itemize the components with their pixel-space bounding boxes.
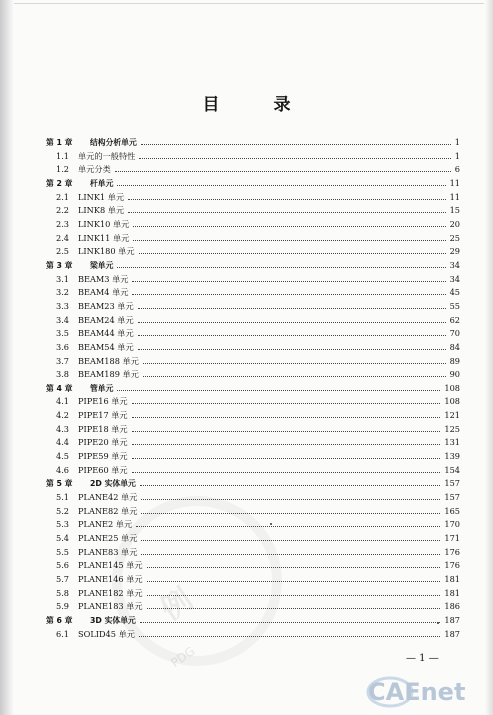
toc-entry-title: BEAM44 单元 [78, 328, 134, 339]
page-top-edge [14, 3, 484, 4]
toc-entry-number: 5.9 [56, 601, 70, 612]
toc-page-number: 157 [444, 492, 460, 503]
toc-page-number: 20 [449, 218, 460, 229]
toc-leader-dots [141, 513, 440, 514]
toc-entry-number: 4.6 [56, 464, 70, 475]
toc-entry-number: 4.5 [56, 451, 70, 462]
toc-page-number: 11 [449, 191, 460, 202]
toc-entry-title: PLANE25 单元 [78, 533, 138, 544]
toc-page-number: 121 [444, 410, 460, 421]
toc-entry-number: 5.3 [56, 519, 70, 530]
toc-leader-dots [133, 226, 446, 227]
toc-entry-title: PIPE16 单元 [78, 396, 128, 407]
toc-entry-title: PIPE17 单元 [78, 410, 128, 421]
toc-section-row [46, 559, 460, 573]
toc-page-number: 55 [449, 300, 460, 311]
toc-entry-title: PIPE18 单元 [78, 423, 128, 434]
toc-entry-title: 3D 实体单元 [90, 615, 136, 625]
toc-page-number: 157 [444, 478, 460, 489]
toc-page-number: 181 [444, 574, 460, 584]
toc-section-row [46, 232, 460, 246]
toc-leader-dots [147, 595, 440, 596]
toc-entry-title: PLANE42 单元 [78, 492, 138, 503]
toc-section-row [46, 355, 460, 369]
toc-entry-number: 5.8 [56, 587, 70, 598]
toc-leader-dots [141, 144, 451, 145]
toc-page-number: 108 [444, 382, 460, 393]
toc-leader-dots [143, 363, 446, 364]
toc-entry-number: 5.4 [56, 533, 70, 544]
toc-leader-dots [139, 158, 451, 159]
toc-section-row [46, 628, 460, 642]
toc-chapter-row [46, 136, 460, 150]
toc-entry-number: 3.5 [56, 328, 70, 339]
toc-entry-title: PLANE182 单元 [78, 587, 143, 598]
toc-page-number: 176 [444, 546, 460, 557]
toc-section-row [46, 450, 460, 464]
toc-leader-dots [147, 581, 440, 582]
toc-leader-dots [132, 431, 440, 432]
toc-section-row [46, 341, 460, 355]
toc-page-number: 176 [444, 560, 460, 571]
toc-entry-number: 4.4 [56, 437, 70, 448]
toc-section-row [46, 191, 460, 205]
toc-entry-number: 5.2 [56, 505, 70, 516]
page-number: — 1 — [406, 653, 439, 664]
toc-entry-number: 2.5 [56, 246, 70, 257]
toc-entry-title: PIPE59 单元 [78, 451, 128, 462]
caenet-logo-icon [360, 666, 490, 712]
toc-entry-number: 2.4 [56, 232, 70, 243]
toc-page-number: 171 [444, 533, 460, 544]
toc-entry-number: 第 1 章 [46, 138, 73, 147]
toc-page-number: 62 [449, 314, 460, 325]
toc-section-row [46, 163, 460, 177]
toc-section-row [46, 245, 460, 259]
toc-leader-dots [138, 308, 446, 309]
page-title: 目 录 [202, 95, 315, 115]
toc-entry-title: LINK10 单元 [78, 218, 130, 229]
toc-entry-title: 单元的一般特性 [78, 150, 136, 161]
toc-entry-number: 3.2 [56, 287, 70, 298]
toc-leader-dots [143, 376, 446, 377]
toc-leader-dots [132, 403, 440, 404]
toc-entry-number: 6.1 [56, 628, 70, 639]
toc-entry-title: PLANE183 单元 [78, 601, 143, 612]
toc-section-row [46, 532, 460, 546]
toc-section-row [46, 573, 460, 587]
toc-page-number: 131 [444, 437, 460, 448]
toc-section-row [46, 150, 460, 164]
watermark-text: PDG [168, 643, 198, 671]
toc-leader-dots [141, 554, 440, 555]
toc-page-number: 11 [449, 177, 460, 188]
toc-entry-title: PLANE82 单元 [78, 505, 138, 516]
toc-entry-number: 5.7 [56, 574, 70, 584]
toc-page-number: 15 [449, 205, 460, 216]
toc-leader-dots [128, 199, 446, 200]
toc-entry-number: 3.6 [56, 341, 70, 352]
toc-leader-dots [147, 608, 440, 609]
toc-entry-number: 3.7 [56, 355, 70, 366]
toc-section-row [46, 587, 460, 601]
toc-entry-number: 5.1 [56, 492, 70, 503]
toc-entry-title: PLANE145 单元 [78, 560, 143, 571]
toc-page-number: 187 [444, 628, 460, 639]
toc-page-number: 108 [444, 396, 460, 407]
toc-entry-number: 2.2 [56, 205, 70, 216]
toc-page-number: 84 [449, 341, 460, 352]
toc-section-row [46, 395, 460, 409]
toc-entry-number: 4.2 [56, 410, 70, 421]
toc-entry-number: 4.3 [56, 423, 70, 434]
toc-entry-title: LINK8 单元 [78, 205, 125, 216]
toc-section-row [46, 218, 460, 232]
toc-leader-dots [136, 526, 440, 527]
toc-entry-title: BEAM54 单元 [78, 341, 134, 352]
toc-leader-dots [138, 349, 446, 350]
toc-page-number: 165 [444, 505, 460, 516]
toc-entry-number: 3.3 [56, 300, 70, 311]
svg-text:CAEnet: CAEnet [368, 678, 466, 706]
toc-page-number: 25 [449, 232, 460, 243]
toc-entry-title: PLANE83 单元 [78, 546, 138, 557]
toc-page-number: 90 [449, 369, 460, 380]
toc-leader-dots [141, 499, 440, 500]
toc-leader-dots [132, 472, 440, 473]
toc-entry-title: 杆单元 [90, 178, 114, 188]
toc-page-number: 154 [444, 464, 460, 475]
toc-entry-number: 第 6 章 [46, 615, 73, 625]
toc-entry-number: 第 3 章 [46, 260, 73, 270]
toc-page-number: 70 [449, 328, 460, 339]
toc-chapter-row [46, 177, 460, 191]
toc-leader-dots [140, 485, 440, 486]
scan-speck [437, 622, 439, 624]
toc-entry-title: BEAM23 单元 [78, 300, 134, 311]
toc-entry-title: LINK1 单元 [78, 191, 125, 202]
toc-entry-number: 3.1 [56, 273, 70, 284]
toc-leader-dots [133, 240, 446, 241]
toc-leader-dots [117, 185, 446, 186]
toc-chapter-row [46, 382, 460, 396]
toc-section-row [46, 464, 460, 478]
toc-section-row [46, 436, 460, 450]
toc-leader-dots [132, 444, 440, 445]
toc-entry-title: 2D 实体单元 [90, 479, 136, 489]
watermark-mark: 例 [154, 581, 200, 628]
toc-section-row [46, 518, 460, 532]
toc-entry-title: 结构分析单元 [90, 138, 137, 147]
toc-leader-dots [117, 390, 440, 391]
toc-page-number: 139 [444, 451, 460, 462]
toc-page-number: 125 [444, 423, 460, 434]
toc-entry-title: LINK180 单元 [78, 246, 135, 257]
scan-speck [270, 523, 272, 525]
toc-chapter-row [46, 614, 460, 628]
toc-entry-number: 5.5 [56, 546, 70, 557]
toc-entry-number: 1.2 [56, 164, 70, 175]
toc-section-row [46, 505, 460, 519]
toc-section-row [46, 286, 460, 300]
toc-leader-dots [132, 458, 440, 459]
toc-entry-title: PLANE146 单元 [78, 574, 143, 584]
toc-entry-title: PIPE20 单元 [78, 437, 128, 448]
toc-leader-dots [139, 636, 440, 637]
toc-entry-title: BEAM189 单元 [78, 369, 139, 380]
toc-page-number: 1 [454, 150, 460, 161]
toc-entry-number: 第 4 章 [46, 383, 73, 393]
toc-entry-number: 3.8 [56, 369, 70, 380]
toc-entry-title: BEAM188 单元 [78, 355, 139, 366]
toc-section-row [46, 300, 460, 314]
toc-section-row [46, 546, 460, 560]
toc-page-number: 1 [454, 137, 460, 147]
toc-leader-dots [132, 417, 440, 418]
toc-leader-dots [139, 253, 446, 254]
toc-page-number: 34 [449, 259, 460, 270]
toc-section-row [46, 409, 460, 423]
toc-page-number: 170 [444, 519, 460, 530]
toc-leader-dots [140, 622, 440, 623]
toc-page-number: 181 [444, 587, 460, 598]
toc-entry-title: 单元分类 [78, 164, 111, 175]
toc-entry-number: 5.6 [56, 560, 70, 571]
toc-chapter-row [46, 259, 460, 273]
toc-entry-title: 管单元 [90, 383, 114, 393]
toc-entry-title: LINK11 单元 [78, 232, 130, 243]
toc-section-row [46, 423, 460, 437]
toc-section-row [46, 600, 460, 614]
toc-leader-dots [132, 281, 446, 282]
table-of-contents [46, 136, 460, 641]
toc-chapter-row [46, 477, 460, 491]
toc-section-row [46, 314, 460, 328]
toc-page-number: 6 [454, 164, 460, 175]
toc-entry-number: 3.4 [56, 314, 70, 325]
toc-section-row [46, 273, 460, 287]
toc-page-number: 187 [444, 614, 460, 625]
toc-section-row [46, 327, 460, 341]
toc-section-row [46, 204, 460, 218]
toc-page-number: 34 [449, 273, 460, 284]
toc-page-number: 89 [449, 355, 460, 366]
toc-entry-title: PLANE2 单元 [78, 519, 133, 530]
toc-entry-number: 2.3 [56, 218, 70, 229]
toc-entry-number: 第 5 章 [46, 479, 73, 489]
toc-leader-dots [138, 335, 446, 336]
toc-entry-number: 第 2 章 [46, 178, 73, 188]
toc-section-row [46, 368, 460, 382]
toc-section-row [46, 491, 460, 505]
toc-page-number: 186 [444, 601, 460, 612]
toc-leader-dots [115, 171, 451, 172]
toc-entry-number: 4.1 [56, 396, 70, 407]
toc-entry-number: 2.1 [56, 191, 70, 202]
toc-entry-title: PIPE60 单元 [78, 464, 128, 475]
toc-leader-dots [117, 267, 446, 268]
toc-entry-title: SOLID45 单元 [78, 628, 135, 639]
toc-page-number: 45 [449, 287, 460, 298]
toc-leader-dots [128, 212, 446, 213]
toc-leader-dots [141, 540, 440, 541]
toc-leader-dots [132, 294, 446, 295]
toc-leader-dots [147, 567, 440, 568]
toc-entry-title: 梁单元 [90, 260, 114, 270]
toc-page-number: 29 [449, 246, 460, 257]
toc-entry-number: 1.1 [56, 150, 70, 161]
toc-leader-dots [138, 322, 446, 323]
toc-entry-title: BEAM4 单元 [78, 287, 129, 298]
toc-entry-title: BEAM24 单元 [78, 314, 134, 325]
toc-entry-title: BEAM3 单元 [78, 273, 129, 284]
